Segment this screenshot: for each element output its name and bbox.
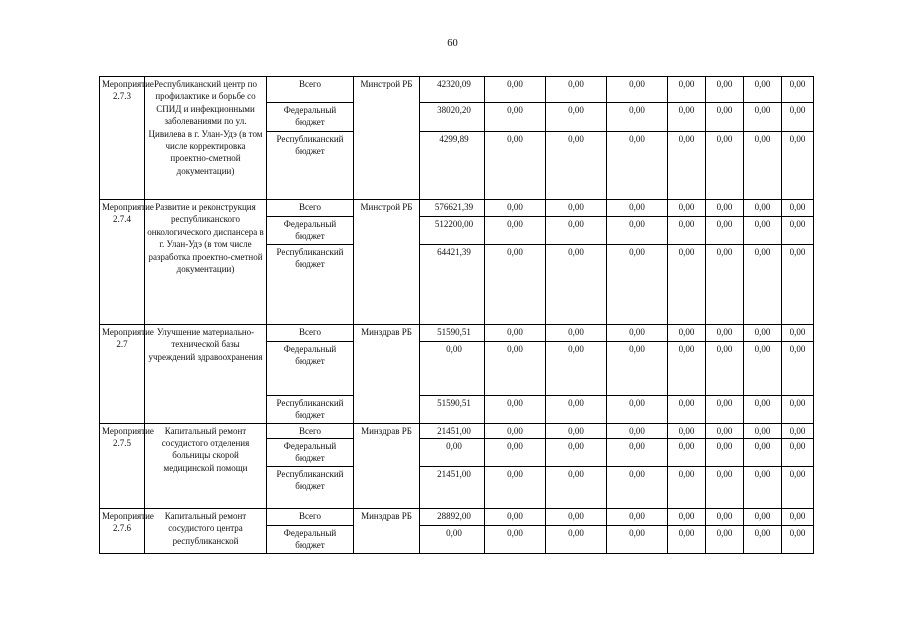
funding-source: Федеральный бюджет bbox=[267, 439, 354, 467]
amount-cell: 51590,51 bbox=[420, 324, 485, 341]
amount-cell: 0,00 bbox=[744, 525, 782, 553]
executor: Минстрой РБ bbox=[354, 77, 420, 200]
table-row bbox=[100, 324, 814, 341]
amount-cell: 0,00 bbox=[607, 466, 668, 508]
amount-cell: 0,00 bbox=[744, 423, 782, 438]
measure-code: Мероприятие 2.7.5 bbox=[100, 423, 145, 508]
funding-source: Республиканский бюджет bbox=[267, 395, 354, 423]
amount-cell: 0,00 bbox=[668, 341, 706, 395]
amount-cell: 0,00 bbox=[485, 508, 546, 525]
amount-cell: 0,00 bbox=[744, 217, 782, 245]
funding-source: Всего bbox=[267, 200, 354, 217]
executor: Минздрав РБ bbox=[354, 324, 420, 423]
amount-cell: 0,00 bbox=[668, 508, 706, 525]
amount-cell: 0,00 bbox=[744, 324, 782, 341]
amount-cell: 0,00 bbox=[706, 395, 744, 423]
amount-cell: 0,00 bbox=[668, 77, 706, 103]
amount-cell: 0,00 bbox=[607, 244, 668, 324]
amount-cell: 0,00 bbox=[420, 341, 485, 395]
amount-cell: 0,00 bbox=[744, 132, 782, 200]
amount-cell: 0,00 bbox=[546, 217, 607, 245]
funding-source: Федеральный бюджет bbox=[267, 341, 354, 395]
amount-cell: 0,00 bbox=[546, 103, 607, 132]
amount-cell: 0,00 bbox=[668, 466, 706, 508]
amount-cell: 0,00 bbox=[782, 466, 814, 508]
amount-cell: 0,00 bbox=[485, 341, 546, 395]
funding-source: Республиканский бюджет bbox=[267, 244, 354, 324]
amount-cell: 0,00 bbox=[668, 324, 706, 341]
amount-cell: 0,00 bbox=[485, 132, 546, 200]
amount-cell: 38020,20 bbox=[420, 103, 485, 132]
amount-cell: 576621,39 bbox=[420, 200, 485, 217]
funding-source: Всего bbox=[267, 324, 354, 341]
amount-cell: 0,00 bbox=[546, 200, 607, 217]
amount-cell: 0,00 bbox=[668, 132, 706, 200]
amount-cell: 0,00 bbox=[607, 132, 668, 200]
amount-cell: 0,00 bbox=[782, 439, 814, 467]
amount-cell: 0,00 bbox=[607, 525, 668, 553]
measure-name: Улучшение материально-технической базы учреждений здравоохранения bbox=[145, 324, 267, 423]
measure-name: Капитальный ремонт сосудистого отделения больницы скорой медицинской помощи bbox=[145, 423, 267, 508]
amount-cell: 0,00 bbox=[668, 525, 706, 553]
amount-cell: 0,00 bbox=[782, 217, 814, 245]
amount-cell: 0,00 bbox=[706, 132, 744, 200]
amount-cell: 0,00 bbox=[607, 395, 668, 423]
amount-cell: 0,00 bbox=[607, 103, 668, 132]
amount-cell: 0,00 bbox=[744, 200, 782, 217]
amount-cell: 0,00 bbox=[782, 200, 814, 217]
amount-cell: 0,00 bbox=[485, 324, 546, 341]
amount-cell: 0,00 bbox=[607, 439, 668, 467]
amount-cell: 0,00 bbox=[706, 341, 744, 395]
amount-cell: 0,00 bbox=[706, 217, 744, 245]
amount-cell: 4299,89 bbox=[420, 132, 485, 200]
amount-cell: 0,00 bbox=[782, 395, 814, 423]
amount-cell: 0,00 bbox=[744, 244, 782, 324]
amount-cell: 42320,09 bbox=[420, 77, 485, 103]
amount-cell: 0,00 bbox=[485, 217, 546, 245]
amount-cell: 0,00 bbox=[546, 508, 607, 525]
amount-cell: 28892,00 bbox=[420, 508, 485, 525]
measure-name: Развитие и реконструкция республиканского онкологического диспансера в г. Улан-Удэ (в том числе разработка проектно-сметной документации) bbox=[145, 200, 267, 325]
amount-cell: 0,00 bbox=[546, 439, 607, 467]
amount-cell: 0,00 bbox=[546, 395, 607, 423]
amount-cell: 0,00 bbox=[546, 244, 607, 324]
table-row bbox=[100, 200, 814, 217]
funding-source: Федеральный бюджет bbox=[267, 103, 354, 132]
amount-cell: 0,00 bbox=[744, 508, 782, 525]
measure-name: Республиканский центр по профилактике и борьбе со СПИД и инфекционными заболеваниями по ул. Цивилева в г. Улан-Удэ (в том числе корректировка проектно-сметной документации) bbox=[145, 77, 267, 200]
amount-cell: 0,00 bbox=[744, 77, 782, 103]
amount-cell: 0,00 bbox=[607, 423, 668, 438]
amount-cell: 0,00 bbox=[744, 103, 782, 132]
amount-cell: 0,00 bbox=[782, 77, 814, 103]
amount-cell: 0,00 bbox=[668, 200, 706, 217]
amount-cell: 0,00 bbox=[485, 200, 546, 217]
measure-name: Капитальный ремонт сосудистого центра республиканской bbox=[145, 508, 267, 553]
amount-cell: 0,00 bbox=[485, 439, 546, 467]
amount-cell: 0,00 bbox=[485, 77, 546, 103]
amount-cell: 0,00 bbox=[744, 341, 782, 395]
funding-source: Федеральный бюджет bbox=[267, 217, 354, 245]
amount-cell: 0,00 bbox=[782, 341, 814, 395]
amount-cell: 0,00 bbox=[546, 324, 607, 341]
amount-cell: 0,00 bbox=[485, 466, 546, 508]
amount-cell: 0,00 bbox=[744, 395, 782, 423]
amount-cell: 0,00 bbox=[706, 508, 744, 525]
amount-cell: 0,00 bbox=[706, 103, 744, 132]
measure-code: Мероприятие 2.7 bbox=[100, 324, 145, 423]
amount-cell: 0,00 bbox=[782, 103, 814, 132]
amount-cell: 0,00 bbox=[782, 423, 814, 438]
amount-cell: 0,00 bbox=[668, 395, 706, 423]
amount-cell: 0,00 bbox=[668, 244, 706, 324]
amount-cell: 0,00 bbox=[546, 525, 607, 553]
measure-code: Мероприятие 2.7.3 bbox=[100, 77, 145, 200]
amount-cell: 0,00 bbox=[485, 395, 546, 423]
amount-cell: 0,00 bbox=[706, 439, 744, 467]
funding-source: Республиканский бюджет bbox=[267, 132, 354, 200]
amount-cell: 0,00 bbox=[546, 423, 607, 438]
amount-cell: 0,00 bbox=[420, 525, 485, 553]
amount-cell: 0,00 bbox=[546, 466, 607, 508]
amount-cell: 51590,51 bbox=[420, 395, 485, 423]
page-number: 60 bbox=[447, 38, 458, 49]
amount-cell: 21451,00 bbox=[420, 466, 485, 508]
amount-cell: 0,00 bbox=[782, 324, 814, 341]
executor: Минздрав РБ bbox=[354, 508, 420, 553]
amount-cell: 0,00 bbox=[668, 423, 706, 438]
funding-source: Всего bbox=[267, 423, 354, 438]
amount-cell: 0,00 bbox=[668, 217, 706, 245]
funding-source: Всего bbox=[267, 77, 354, 103]
amount-cell: 21451,00 bbox=[420, 423, 485, 438]
table-row bbox=[100, 508, 814, 525]
amount-cell: 0,00 bbox=[744, 466, 782, 508]
amount-cell: 0,00 bbox=[668, 439, 706, 467]
amount-cell: 0,00 bbox=[706, 200, 744, 217]
amount-cell: 0,00 bbox=[782, 525, 814, 553]
amount-cell: 0,00 bbox=[782, 244, 814, 324]
amount-cell: 0,00 bbox=[607, 77, 668, 103]
executor: Минздрав РБ bbox=[354, 423, 420, 508]
funding-source: Всего bbox=[267, 508, 354, 525]
amount-cell: 0,00 bbox=[485, 244, 546, 324]
amount-cell: 0,00 bbox=[546, 77, 607, 103]
amount-cell: 0,00 bbox=[485, 525, 546, 553]
amount-cell: 0,00 bbox=[782, 132, 814, 200]
table-row bbox=[100, 77, 814, 103]
amount-cell: 0,00 bbox=[706, 244, 744, 324]
amount-cell: 0,00 bbox=[607, 341, 668, 395]
measure-code: Мероприятие 2.7.6 bbox=[100, 508, 145, 553]
amount-cell: 0,00 bbox=[668, 103, 706, 132]
amount-cell: 64421,39 bbox=[420, 244, 485, 324]
amount-cell: 0,00 bbox=[485, 103, 546, 132]
amount-cell: 0,00 bbox=[607, 324, 668, 341]
amount-cell: 0,00 bbox=[546, 341, 607, 395]
funding-source: Федеральный бюджет bbox=[267, 525, 354, 553]
amount-cell: 0,00 bbox=[706, 324, 744, 341]
amount-cell: 0,00 bbox=[485, 423, 546, 438]
amount-cell: 0,00 bbox=[706, 525, 744, 553]
amount-cell: 0,00 bbox=[607, 200, 668, 217]
amount-cell: 512200,00 bbox=[420, 217, 485, 245]
amount-cell: 0,00 bbox=[420, 439, 485, 467]
funding-source: Республиканский бюджет bbox=[267, 466, 354, 508]
amount-cell: 0,00 bbox=[607, 217, 668, 245]
amount-cell: 0,00 bbox=[607, 508, 668, 525]
executor: Минстрой РБ bbox=[354, 200, 420, 325]
amount-cell: 0,00 bbox=[546, 132, 607, 200]
amount-cell: 0,00 bbox=[744, 439, 782, 467]
budget-table bbox=[99, 76, 814, 554]
amount-cell: 0,00 bbox=[706, 77, 744, 103]
amount-cell: 0,00 bbox=[782, 508, 814, 525]
table-row bbox=[100, 423, 814, 438]
amount-cell: 0,00 bbox=[706, 423, 744, 438]
measure-code: Мероприятие 2.7.4 bbox=[100, 200, 145, 325]
amount-cell: 0,00 bbox=[706, 466, 744, 508]
